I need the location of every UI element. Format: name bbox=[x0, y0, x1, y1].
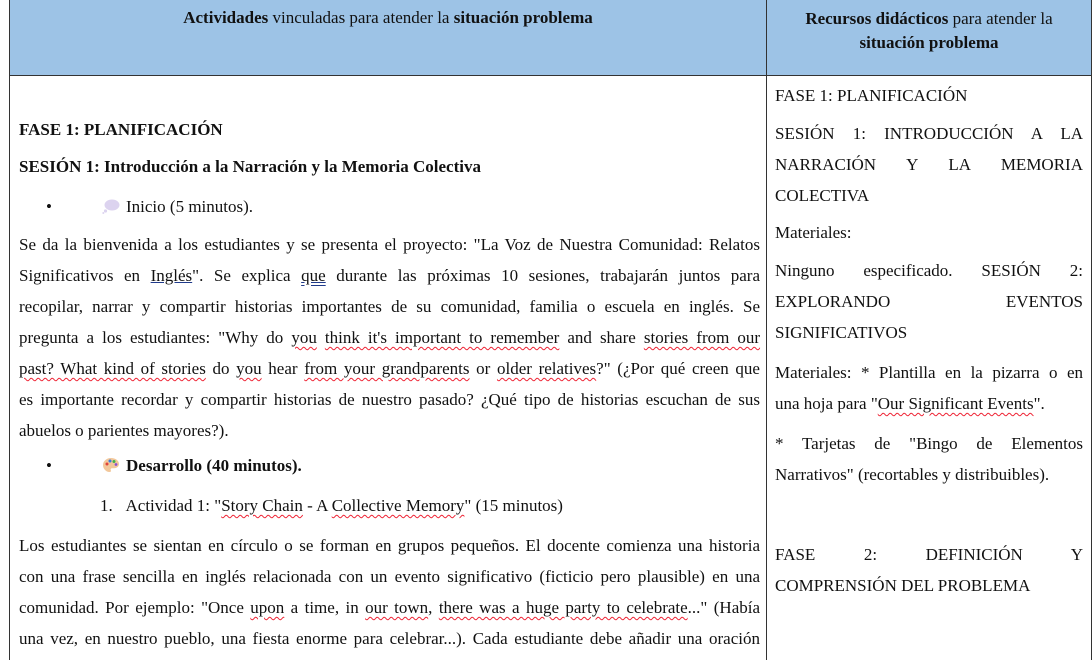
activity-1: 1. Actividad 1: "Story Chain - A Collective Memory" (15 minutos) bbox=[100, 496, 563, 515]
resource-phase-2: FASE 2: DEFINICIÓN Y COMPRENSIÓN DEL PROBLEMA bbox=[775, 545, 1083, 595]
column-divider bbox=[766, 0, 767, 660]
resource-phase-1: FASE 1: PLANIFICACIÓN bbox=[775, 86, 968, 105]
table-header bbox=[10, 0, 1091, 76]
resource-session-1: SESIÓN 1: INTRODUCCIÓN A LA NARRACIÓN Y LA MEMORIA COLECTIVA bbox=[775, 124, 1083, 205]
bullet-dot: • bbox=[46, 456, 52, 475]
bullet-dot: • bbox=[46, 197, 52, 216]
intro-paragraph: Se da la bienvenida a los estudiantes y se presenta el proyecto: "La Voz de Nuestra Comunidad: Relatos Significativos en Inglés". Se explica que durante las próximas 10 sesiones, trabajarán juntos para recopilar, narrar y compartir historias importantes de su comunidad, familia o escuela en inglés. Se pregunta a los estudiantes: "Why do you think it's important to remember and share stories from our past? What kind of stories do you hear from your grandparents or older relatives?" (¿Por qué creen que es importante recordar y compartir historias de nuestro pasado? ¿Qué tipo de historias escuchan de sus abuelos o parientes mayores?). bbox=[19, 235, 761, 440]
resource-materiales: Materiales: bbox=[775, 223, 852, 242]
activity-paragraph: Los estudiantes se sientan en círculo o se forman en grupos pequeños. El docente comienza una historia con una frase sencilla en inglés relacionada con un evento significativo (ficticio pero plausible) en una comunidad. Por ejemplo: "Once upon a time, in our town, there was a huge party to celebrate..." (Había una vez, en nuestro pueblo, una fiesta enorme para celebrar...). Cada estudiante debe añadir una oración bbox=[19, 536, 761, 648]
resources-cell bbox=[775, 83, 1083, 601]
header-activities: Actividades vinculadas para atender la situación problema bbox=[183, 8, 593, 27]
session-heading: SESIÓN 1: Introducción a la Narración y la Memoria Colectiva bbox=[19, 157, 481, 176]
bullet-inicio: • Inicio (5 minutos). bbox=[19, 187, 760, 227]
speech-bubble-icon bbox=[102, 198, 120, 214]
activities-cell bbox=[19, 113, 760, 654]
activities-table bbox=[9, 0, 1092, 660]
resource-tarjetas: * Tarjetas de "Bingo de Elementos Narrativos" (recortables y distribuibles). bbox=[775, 434, 1083, 484]
palette-icon bbox=[102, 457, 120, 473]
header-resources: Recursos didácticos para atender la situación problema bbox=[805, 9, 1053, 52]
resource-session-2: Ninguno especificado. SESIÓN 2: EXPLORANDO EVENTOS SIGNIFICATIVOS bbox=[775, 261, 1083, 342]
bullet-desarrollo: • Desarrollo (40 minutos). bbox=[19, 446, 760, 486]
resource-materiales-2: Materiales: * Plantilla en la pizarra o en una hoja para "Our Significant Events". bbox=[775, 363, 1083, 413]
phase-heading: FASE 1: PLANIFICACIÓN bbox=[19, 120, 223, 139]
